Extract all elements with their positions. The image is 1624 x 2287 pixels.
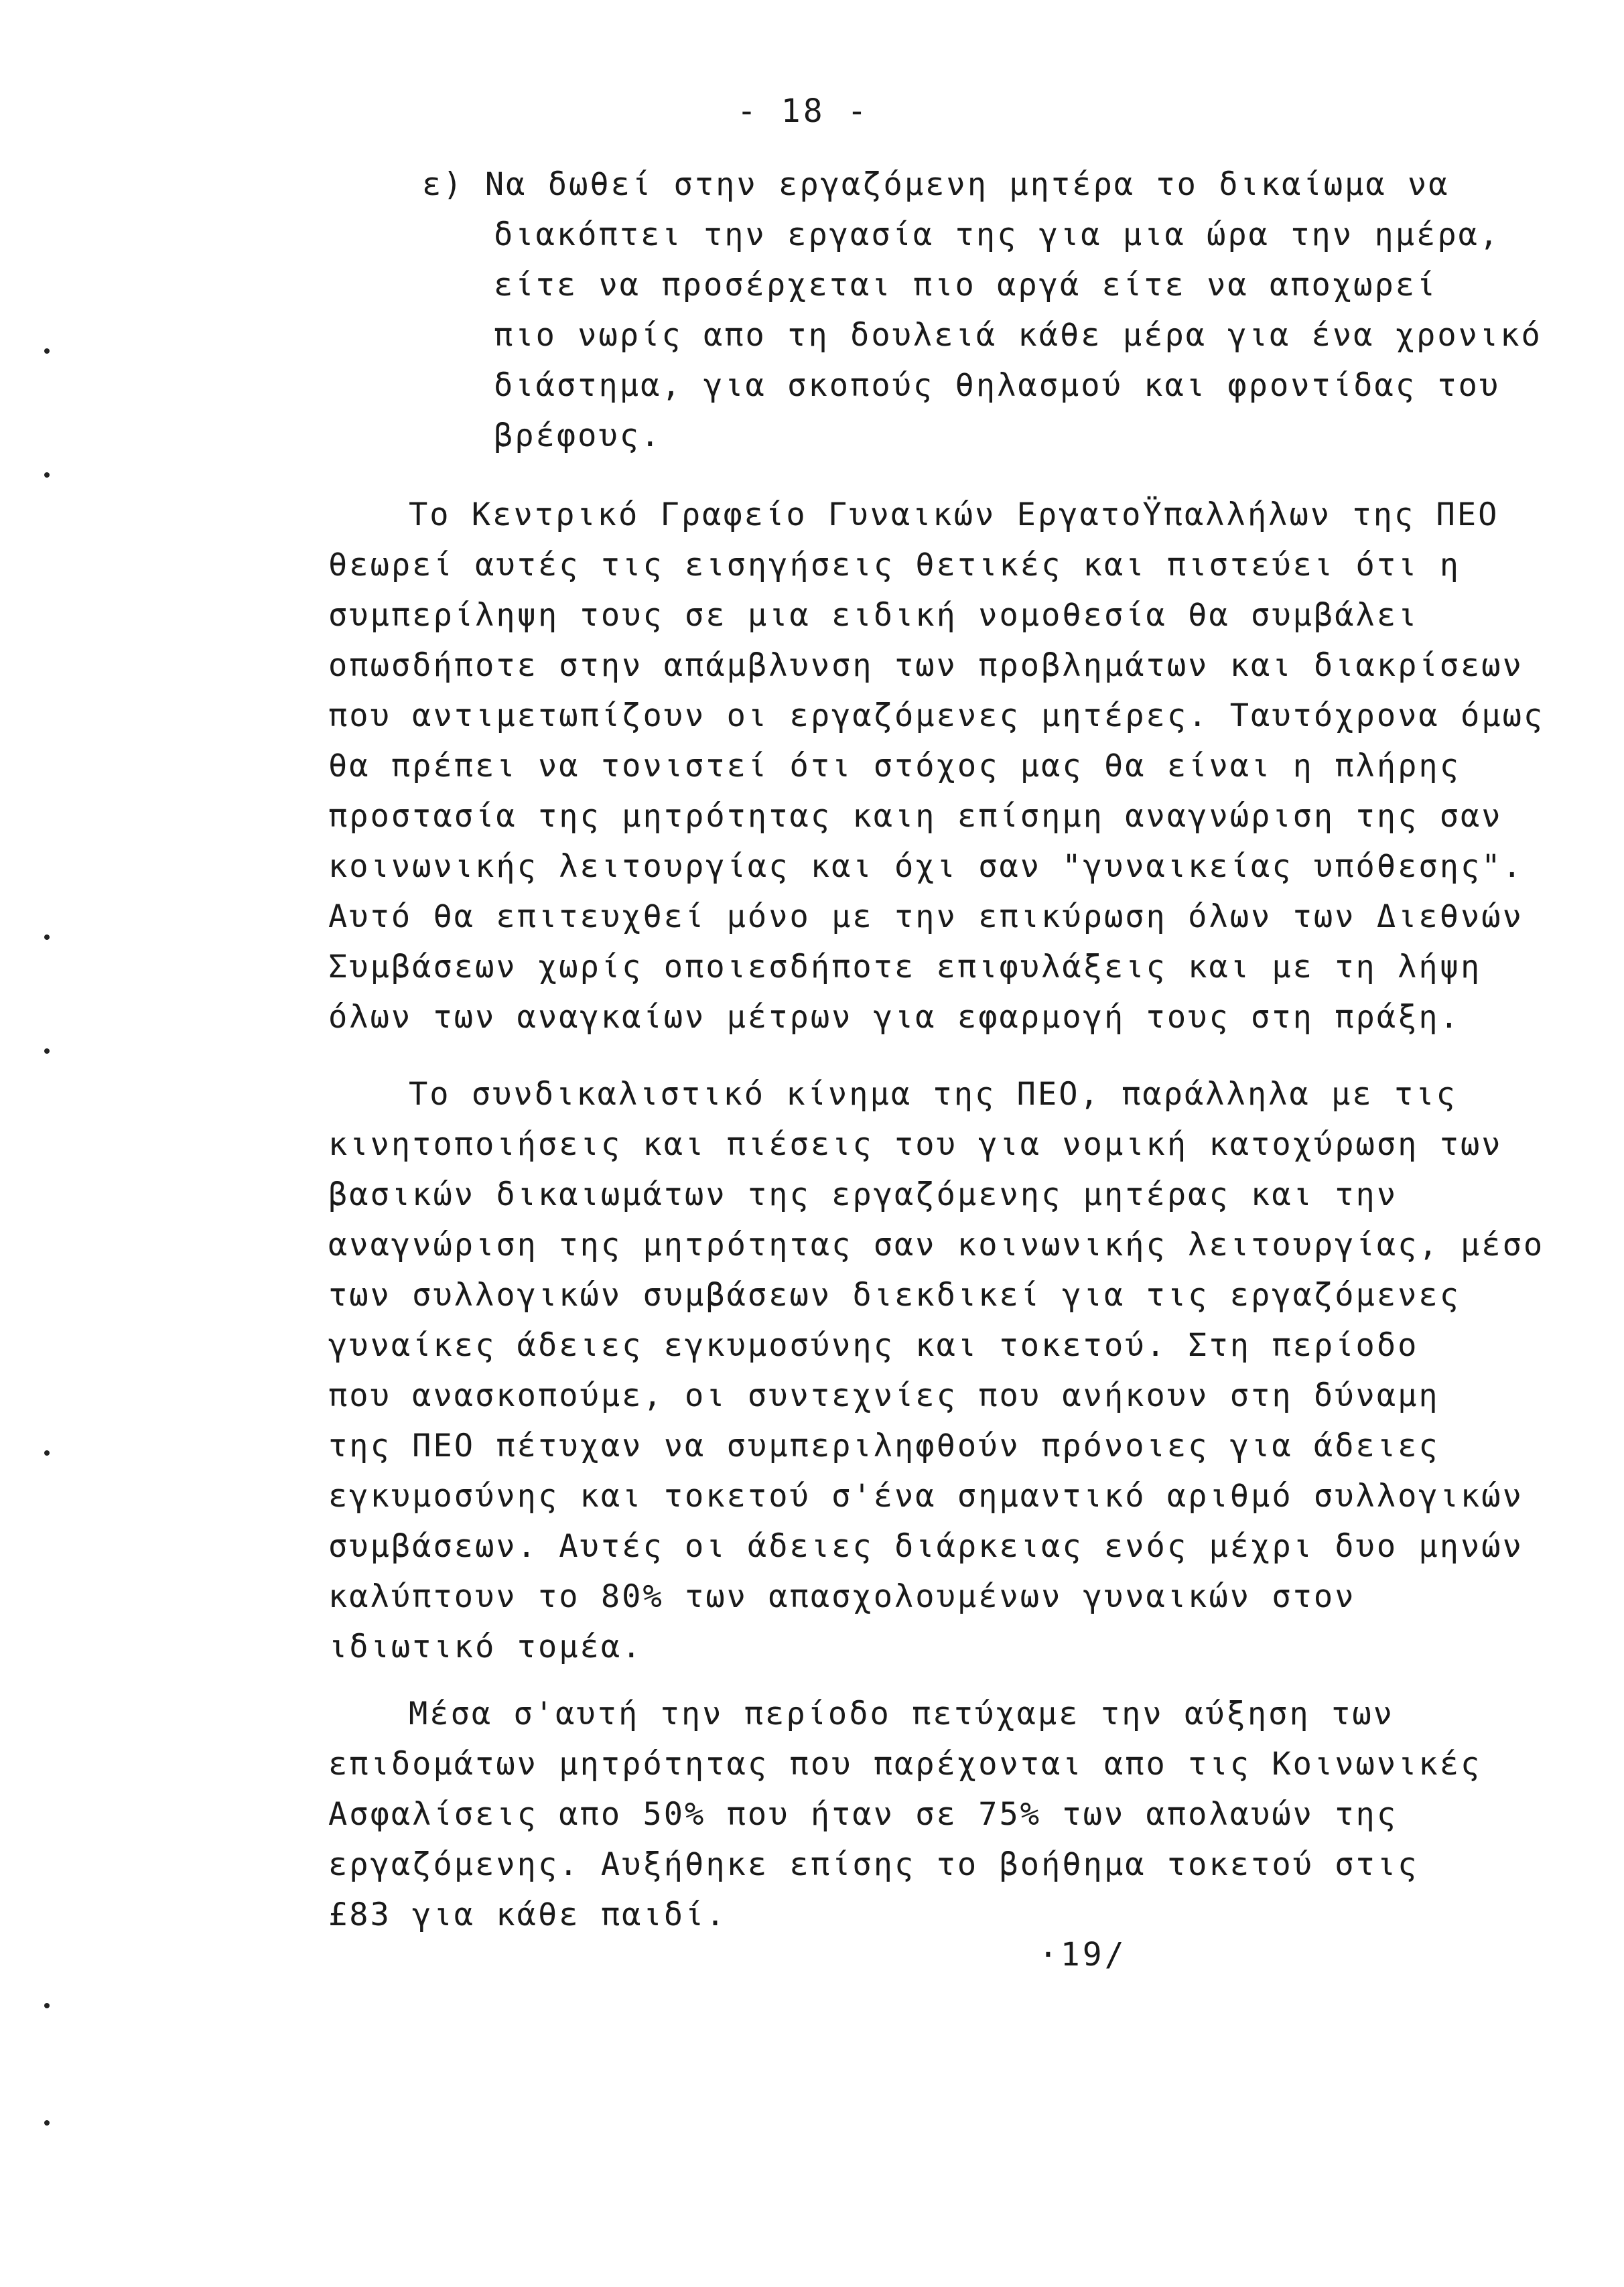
paragraph-2-line: βασικών δικαιωμάτων της εργαζόμενης μητέρας και την [328,1176,1398,1213]
scan-speck [44,348,50,354]
paragraph-3-line: επιδομάτων μητρότητας που παρέχονται απο τις Κοινωνικές [328,1746,1482,1783]
paragraph-1-line: Το Κεντρικό Γραφείο Γυναικών ΕργατοΫπαλλήλων της ΠΕΟ [409,496,1499,533]
paragraph-2-line: των συλλογικών συμβάσεων διεκδικεί για τις εργαζόμενες [328,1277,1461,1314]
paragraph-1-line: Αυτό θα επιτευχθεί μόνο με την επικύρωση όλων των Διεθνών [328,898,1524,935]
paragraph-2-line: κινητοποιήσεις και πιέσεις του για νομική κατοχύρωση των [328,1126,1503,1163]
item-e-line: πιο νωρίς απο τη δουλειά κάθε μέρα για ένα χρονικό [494,317,1542,354]
paragraph-1-line: που αντιμετωπίζουν οι εργαζόμενες μητέρες. Ταυτόχρονα όμως [328,697,1545,734]
item-e-line: διακόπτει την εργασία της για μια ώρα την ημέρα, [494,216,1501,253]
paragraph-1-line: προστασία της μητρότητας καιη επίσημη αναγνώριση της σαν [328,798,1503,835]
paragraph-2-line: εγκυμοσύνης και τοκετού σ'ένα σημαντικό αριθμό συλλογικών [328,1478,1524,1515]
paragraph-3-line: £83 για κάθε παιδί. [328,1896,727,1933]
paragraph-2-line: ιδιωτικό τομέα. [328,1628,643,1665]
item-e-line: ε) Να δωθεί στην εργαζόμενη μητέρα το δικαίωμα να [422,166,1450,203]
paragraph-3-line: Μέσα σ'αυτή την περίοδο πετύχαμε την αύξηση των [409,1695,1394,1732]
paragraph-2-line: αναγνώριση της μητρότητας σαν κοινωνικής λειτουργίας, μέσο [328,1227,1545,1263]
paragraph-1-line: όλων των αναγκαίων μέτρων για εφαρμογή τους στη πράξη. [328,999,1461,1036]
item-e-line: βρέφους. [494,417,662,454]
scan-speck [44,2003,50,2008]
paragraph-1-line: θεωρεί αυτές τις εισηγήσεις θετικές και πιστεύει ότι η [328,547,1461,583]
paragraph-2-line: συμβάσεων. Αυτές οι άδειες διάρκειας ενός μέχρι δυο μηνών [328,1528,1524,1565]
scan-speck [44,1450,50,1456]
paragraph-1-line: Συμβάσεων χωρίς οποιεσδήποτε επιφυλάξεις και με τη λήψη [328,949,1482,985]
scan-speck [44,2120,50,2126]
paragraph-2-line: που ανασκοπούμε, οι συντεχνίες που ανήκουν στη δύναμη [328,1377,1440,1414]
scan-speck [44,934,50,940]
paragraph-1-line: κοινωνικής λειτουργίας και όχι σαν "γυναικείας υπόθεσης". [328,848,1524,885]
paragraph-3-line: εργαζόμενης. Αυξήθηκε επίσης το βοήθημα τοκετού στις [328,1846,1419,1883]
paragraph-2-line: Το συνδικαλιστικό κίνημα της ΠΕΟ, παράλληλα με τις [409,1076,1457,1113]
paragraph-1-line: συμπερίληψη τους σε μια ειδική νομοθεσία θα συμβάλει [328,597,1419,634]
paragraph-1-line: οπωσδήποτε στην απάμβλυνση των προβλημάτων και διακρίσεων [328,647,1524,684]
item-e-line: είτε να προσέρχεται πιο αργά είτε να αποχωρεί [494,267,1438,303]
next-page-reference: ·19/ [1038,1936,1127,1973]
paragraph-1-line: θα πρέπει να τονιστεί ότι στόχος μας θα είναι η πλήρης [328,748,1461,784]
paragraph-3-line: Ασφαλίσεις απο 50% που ήταν σε 75% των απολαυών της [328,1796,1398,1833]
paragraph-2-line: της ΠΕΟ πέτυχαν να συμπεριληφθούν πρόνοιες για άδειες [328,1428,1440,1464]
item-e-line: διάστημα, για σκοπούς θηλασμού και φροντίδας του [494,367,1501,404]
paragraph-2-line: γυναίκες άδειες εγκυμοσύνης και τοκετού. Στη περίοδο [328,1327,1419,1364]
scan-speck [44,472,50,478]
page-number: - 18 - [737,92,870,130]
paragraph-2-line: καλύπτουν το 80% των απασχολουμένων γυναικών στον [328,1578,1356,1615]
scan-speck [44,1048,50,1054]
